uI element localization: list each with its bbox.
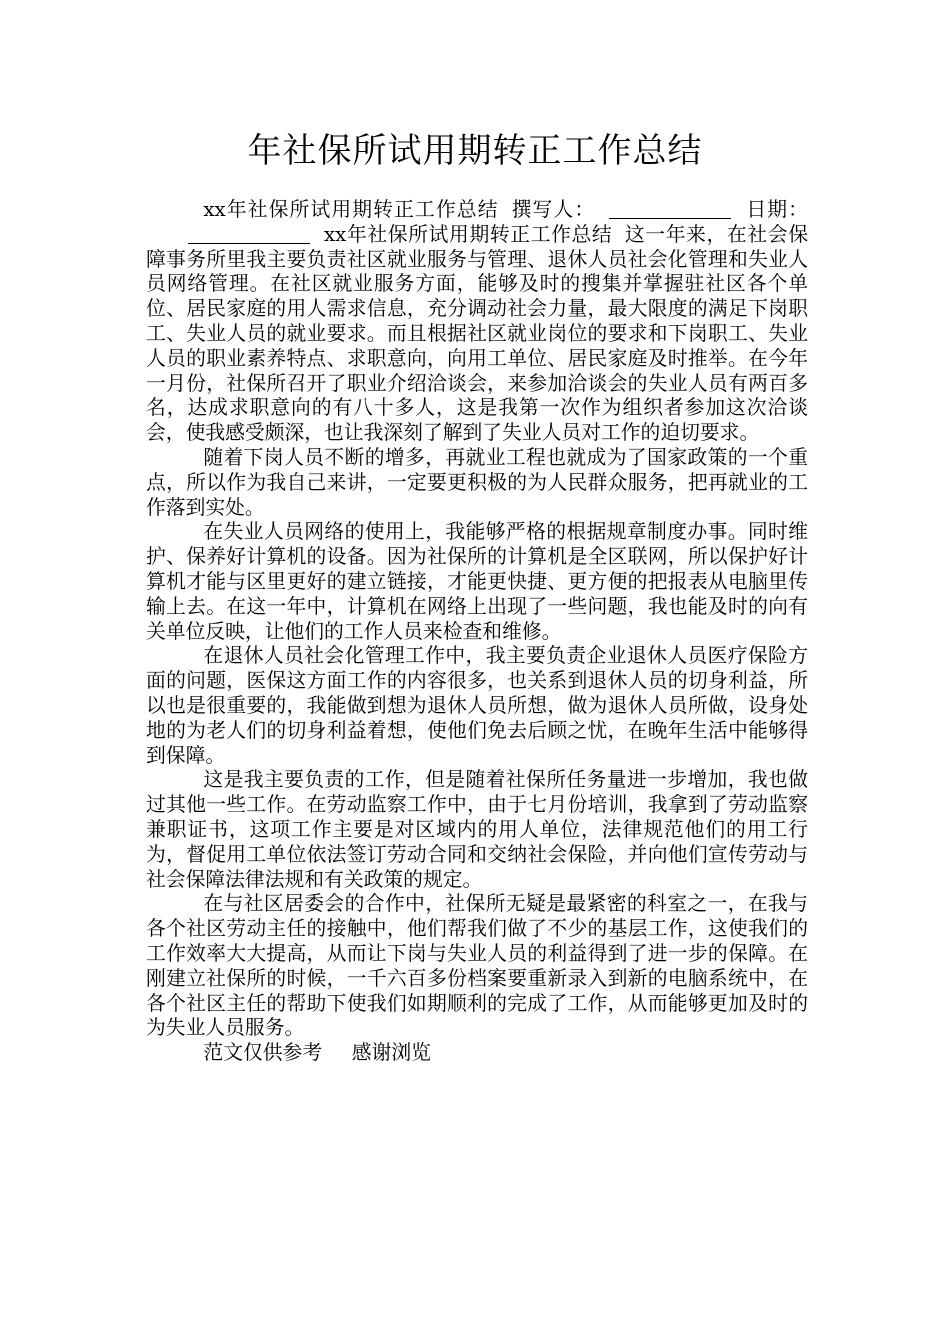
date-blank-line bbox=[188, 223, 310, 244]
paragraph: 随着下岗人员不断的增多，再就业工程也就成为了国家政策的一个重点，所以作为我自己来讲，一定要更积极的为人民群众服务，把再就业的工作落到实处。 bbox=[146, 445, 808, 519]
date-label: 日期： bbox=[745, 198, 808, 221]
author-blank-line bbox=[609, 198, 731, 219]
thanks-note: 感谢浏览 bbox=[351, 1041, 431, 1065]
subtitle: xx年社保所试用期转正工作总结 bbox=[203, 198, 499, 221]
author-label: 撰写人： bbox=[510, 198, 596, 221]
header-paragraph bbox=[146, 198, 808, 446]
document-body bbox=[146, 198, 808, 1066]
document-title: 年社保所试用期转正工作总结 bbox=[247, 131, 703, 171]
reference-note: 范文仅供参考 bbox=[203, 1041, 323, 1065]
paragraph: 这是我主要负责的工作，但是随着社保所任务量进一步增加，我也做过其他一些工作。在劳动监察工作中，由于七月份培训，我拿到了劳动监察兼职证书，这项工作主要是对区域内的用人单位，法律规范他们的用工行为，督促用工单位依法签订劳动合同和交纳社会保险，并向他们宣传劳动与社会保障法律法规和有关政策的规定。 bbox=[146, 768, 808, 891]
intro-text: 这一年来，在社会保障事务所里我主要负责社区就业服务与管理、退休人员社会化管理和失业人员网络管理。在社区就业服务方面，能够及时的搜集并掌握驻社区各个单位、居民家庭的用人需求信息，充分调动社会力量，最大限度的满足下岗职工、失业人员的就业要求。而且根据社区就业岗位的要求和下岗职工、失业人员的职业素养特点、求职意向，向用工单位、居民家庭及时推举。在今年一月份，社保所召开了职业介绍洽谈会，来参加洽谈会的失业人员有两百多名，达成求职意向的有八十多人，这是我第一次作为组织者参加这次洽谈会，使我感受颇深，也让我深刻了解到了失业人员对工作的迫切要求。 bbox=[146, 222, 808, 445]
paragraph: 在失业人员网络的使用上，我能够严格的根据规章制度办事。同时维护、保养好计算机的设备。因为社保所的计算机是全区联网，所以保护好计算机才能与区里更好的建立链接，才能更快捷、更方便的把报表从电脑里传输上去。在这一年中，计算机在网络上出现了一些问题，我也能及时的向有关单位反映，让他们的工作人员来检查和维修。 bbox=[146, 520, 808, 643]
subtitle-repeat: xx年社保所试用期转正工作总结 bbox=[324, 222, 613, 246]
footer-line bbox=[146, 1041, 808, 1066]
paragraph: 在与社区居委会的合作中，社保所无疑是最紧密的科室之一，在我与各个社区劳动主任的接触中，他们帮我们做了不少的基层工作，这使我们的工作效率大大提高，从而让下岗与失业人员的利益得到了进一步的保障。在刚建立社保所的时候，一千六百多份档案要重新录入到新的电脑系统中，在各个社区主任的帮助下使我们如期顺利的完成了工作，从而能够更加及时的为失业人员服务。 bbox=[146, 892, 808, 1040]
paragraph: 在退休人员社会化管理工作中，我主要负责企业退休人员医疗保险方面的问题，医保这方面工作的内容很多，也关系到退休人员的切身利益，所以也是很重要的，我能做到想为退休人员所想，做为退休人员所做，设身处地的为老人们的切身利益着想，使他们免去后顾之忧，在晚年生活中能够得到保障。 bbox=[146, 644, 808, 767]
